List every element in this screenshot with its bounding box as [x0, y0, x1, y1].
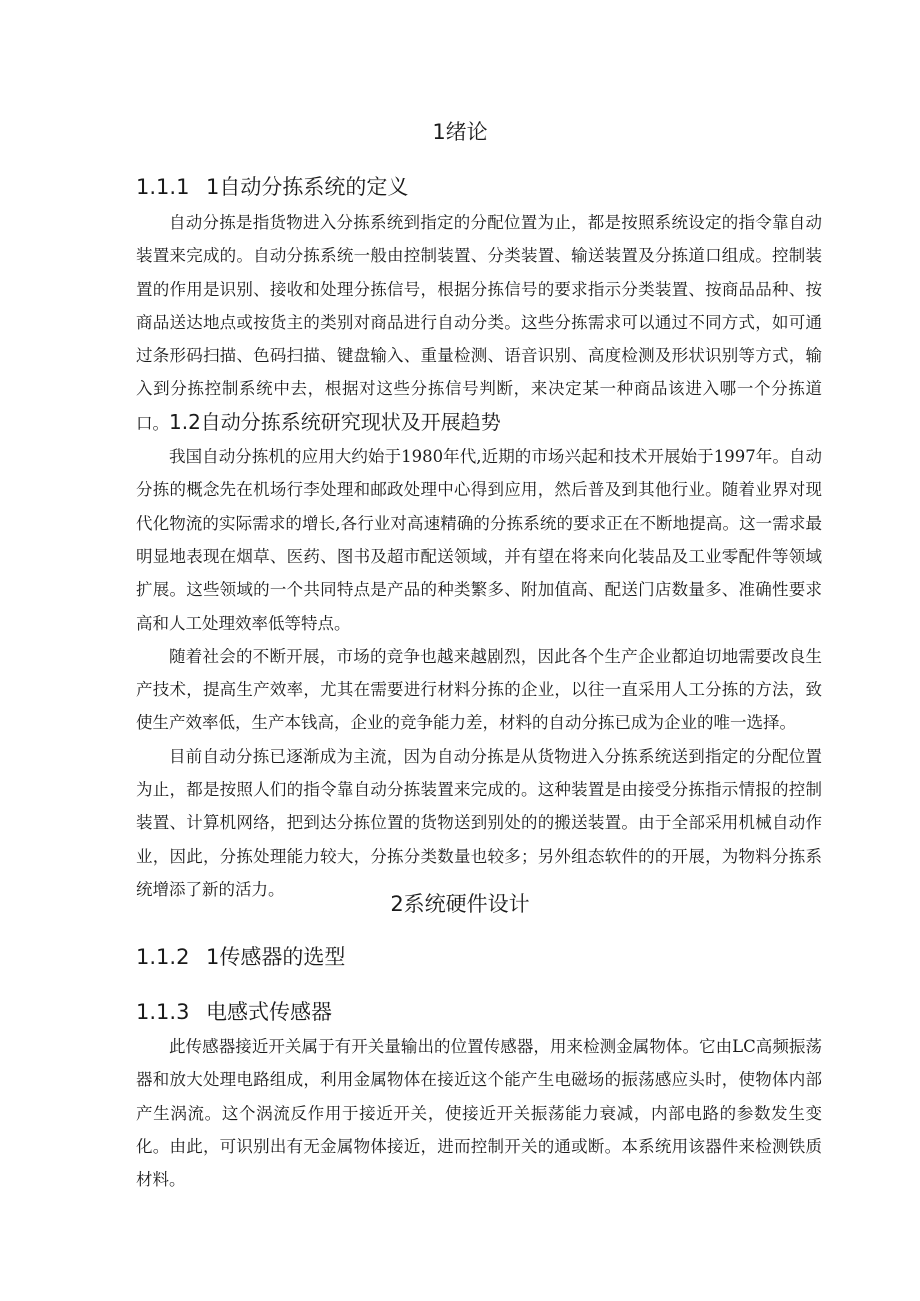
paragraph-definition — [136, 206, 822, 440]
paragraph-definition-text: 自动分拣是指货物进入分拣系统到指定的分配位置为止，都是按照系统设定的指令靠自动装置来完成的。自动分拣系统一般由控制装置、分类装置、输送装置及分拣道口组成。控制装置的作用是识别、接收和处理分拣信号，根据分拣信号的要求指示分类装置、按商品品种、按商品送达地点或按货主的类别对商品进行自动分类。这些分拣需求可以通过不同方式，如可通过条形码扫描、色码扫描、键盘输入、重量检测、语音识别、高度检测及形状识别等方式，输入到分拣控制系统中去，根据对这些分拣信号判断，来决定某一种商品该进入哪一个分拣道口。 — [136, 213, 822, 433]
section-1-1-3-heading — [136, 997, 836, 1027]
section-1-1-2-heading — [136, 942, 836, 972]
section-1-1-2-title: 1传感器的选型 — [206, 945, 346, 969]
paragraph-inductive-sensor: 此传感器接近开关属于有开关量输出的位置传感器，用来检测金属物体。它由LC高频振荡器和放大处理电路组成，利用金属物体在接近这个能产生电磁场的振荡感应头时，使物体内部产生涡流。这个涡流反作用于接近开关，使接近开关振荡能力衰减，内部电路的参数发生变化。由此，可识别出有无金属物体接近，进而控制开关的通或断。本系统用该器件来检测铁质材料。 — [136, 1037, 822, 1190]
section-1-1-3-number: 1.1.3 — [136, 1000, 190, 1024]
paragraph-competition: 随着社会的不断开展，市场的竞争也越来越剧烈，因此各个生产企业都迫切地需要改良生产技术，提高生产效率，尤其在需要进行材料分拣的企业，以往一直采用人工分拣的方法，致使生产效率低，生产本钱高，企业的竞争能力差，材料的自动分拣已成为企业的唯一选择。 — [136, 646, 822, 733]
section-1-1-1-heading — [136, 172, 836, 202]
section-1-1-1-title: 1自动分拣系统的定义 — [206, 175, 409, 199]
paragraph-history: 我国自动分拣机的应用大约始于1980年代,近期的市场兴起和技术开展始于1997年。自动分拣的概念先在机场行李处理和邮政处理中心得到应用，然后普及到其他行业。随着业界对现代化物流的实际需求的增长,各行业对高速精确的分拣系统的要求正在不断地提高。这一需求最明显地表现在烟草、医药、图书及超市配送领域，并有望在将来向化装品及工业零配件等领域扩展。这些领域的一个共同特点是产品的种类繁多、附加值高、配送门店数量多、准确性要求高和人工处理效率低等特点。 — [136, 447, 822, 633]
paragraph-current-status: 目前自动分拣已逐渐成为主流，因为自动分拣是从货物进入分拣系统送到指定的分配位置为止，都是按照人们的指令靠自动分拣装置来完成的。这种装置是由接受分拣指示情报的控制装置、计算机网络，把到达分拣位置的货物送到别处的的搬送装置。由于全部采用机械自动作业，因此，分拣处理能力较大，分拣分类数量也较多；另外组态软件的的开展，为物料分拣系统增添了新的活力。 — [136, 746, 822, 899]
section-1-2-heading: 1.2自动分拣系统研究现状及开展趋势 — [169, 409, 501, 434]
section-1-1-1-number: 1.1.1 — [136, 175, 190, 199]
chapter-1-title: 1绪论 — [432, 120, 488, 144]
section-1-1-2-number: 1.1.2 — [136, 945, 190, 969]
chapter-2-title: 2系统硬件设计 — [390, 892, 530, 916]
section-1-1-body — [136, 206, 822, 906]
section-1-1-3-body — [136, 1030, 822, 1196]
section-1-1-3-title: 电感式传感器 — [206, 1000, 332, 1024]
